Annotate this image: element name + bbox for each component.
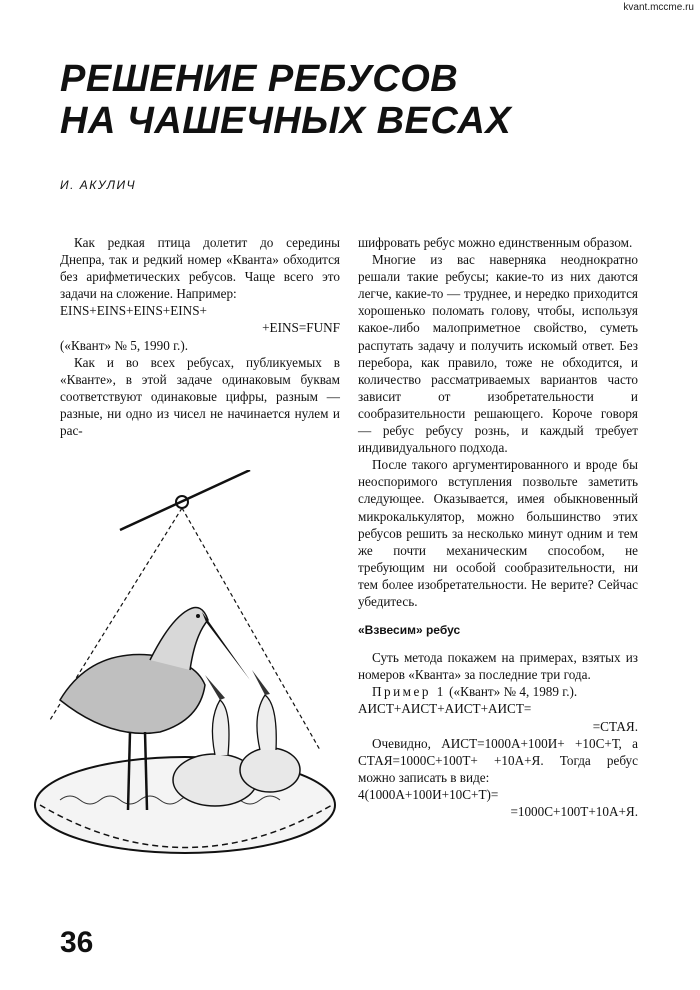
paragraph: («Квант» № 5, 1990 г.). xyxy=(60,337,189,353)
column-right xyxy=(358,234,638,820)
equation: +EINS=FUNF xyxy=(262,320,340,336)
equation: EINS+EINS+EINS+EINS+ xyxy=(60,303,207,319)
equation: =1000С+100Т+10А+Я. xyxy=(510,804,638,819)
paragraph: После такого аргументированного и вроде бы неоспоримого вступления позвольте заметить следующее. Оказывается, имея обыкновенный микрокалькулятор, можно большинство этих ребусов решить за несколько минут одним и тем же почти механическим способом, не требующим ни особой сообразительности, ни тем более изобретательности. Не верите? Сейчас убедитесь. xyxy=(358,457,638,609)
title-line-2: НА ЧАШЕЧНЫХ ВЕСАХ xyxy=(60,100,512,142)
scale-beam xyxy=(120,470,250,530)
paragraph: Суть метода покажем на примерах, взятых из номеров «Кванта» за последние три года. xyxy=(358,650,638,683)
author: И. АКУЛИЧ xyxy=(60,178,137,192)
equation: 4(1000А+100И+10С+Т)= xyxy=(358,786,499,802)
article-title xyxy=(60,58,511,142)
stork-beak xyxy=(202,612,250,680)
paragraph: шифровать ребус можно единственным образом. xyxy=(358,235,633,250)
site-url[interactable]: kvant.mccme.ru xyxy=(623,2,694,13)
paragraph: Как редкая птица долетит до середины Днепра, так и редкий номер «Кванта» обходится без арифметических ребусов. Чаще всего это задачи на сложение. Например: xyxy=(60,235,340,302)
example-source: («Квант» № 4, 1989 г.). xyxy=(445,684,578,700)
paragraph xyxy=(358,683,638,700)
equation: =СТАЯ. xyxy=(592,718,638,734)
paragraph: Очевидно, АИСТ=1000А+100И+ +10С+Т, а СТАЯ=1000С+100Т+ +10А+Я. Тогда ребус можно записать в виде: xyxy=(358,735,638,785)
stork-scale-illustration xyxy=(20,470,340,890)
chick xyxy=(240,748,300,792)
paragraph: Многие из вас наверняка неоднократно решали такие ребусы; какие-то из них даются легче, какие-то — труднее, и нередко приходится хорошенько поломать голову, чтобы, используя какое-либо малоприметное свойство, суметь распутать задачу и получить искомый ответ. Без перебора, как правило, тоже не обходится, и количество рассматриваемых вариантов часто зависит от изобретательности и сообразительности решающего. Короче говоря — ребус ребусу рознь, и каждый требует индивидуального подхода. xyxy=(358,252,638,456)
section-heading: «Взвесим» ребус xyxy=(358,623,461,638)
equation: АИСТ+АИСТ+АИСТ+АИСТ= xyxy=(358,701,532,717)
example-label: Пример 1 xyxy=(372,684,446,700)
column-left xyxy=(60,234,340,439)
paragraph: Как и во всех ребусах, публикуемых в «Кванте», в этой задаче одинаковым буквам соответствуют одинаковые цифры, разным — разные, ни одно из чисел не начинается нулем и рас- xyxy=(60,354,340,439)
title-line-1: РЕШЕНИЕ РЕБУСОВ xyxy=(60,58,459,100)
page-number: 36 xyxy=(60,926,94,959)
